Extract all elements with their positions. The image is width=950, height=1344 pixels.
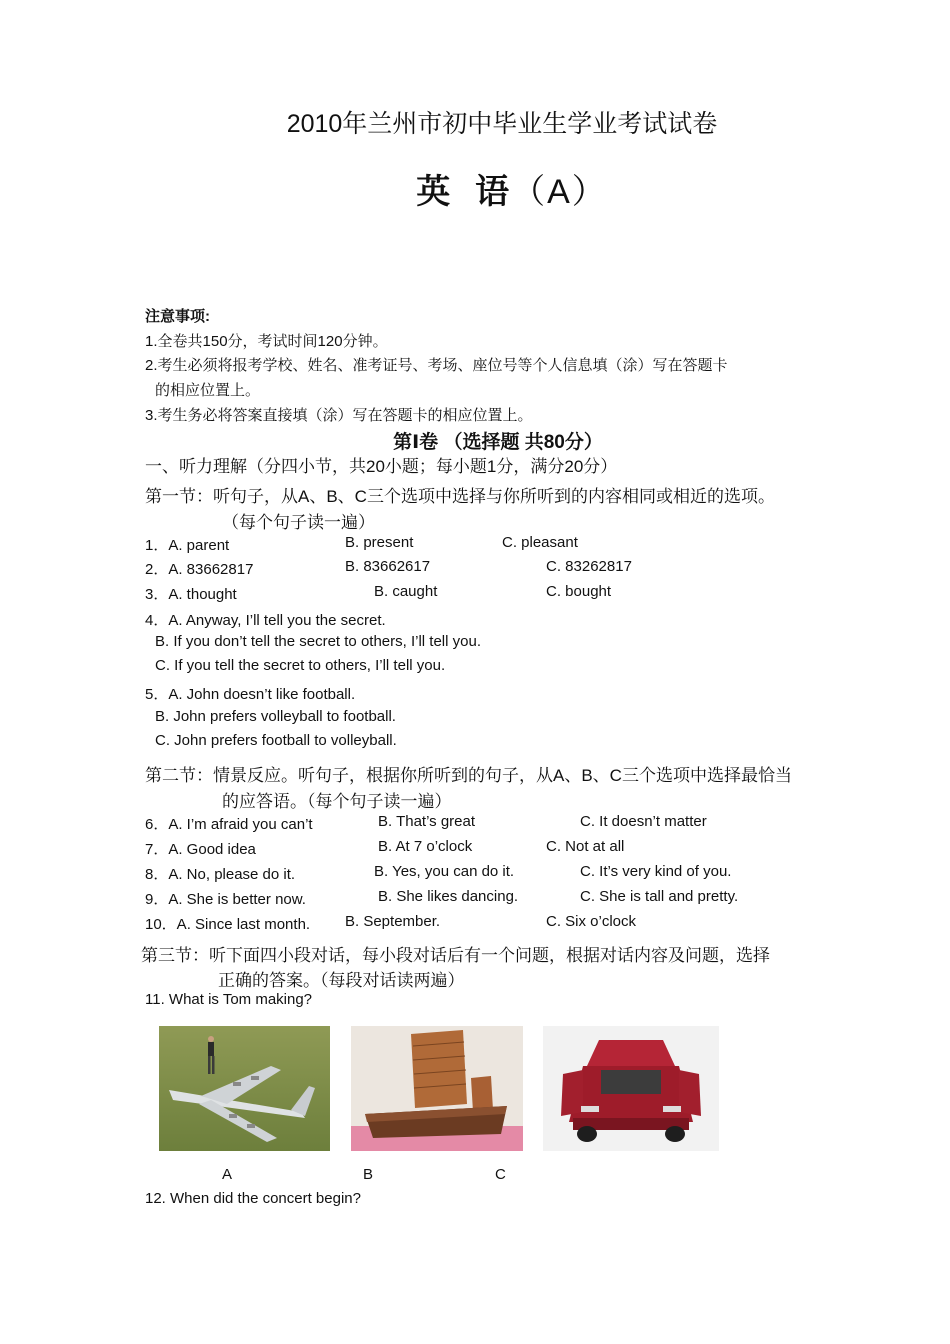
image-caption-a: A (222, 1166, 233, 1183)
sec3-instruction: 第三节：听下面四小段对话，每小段对话后有一个问题，根据对话内容及问题，选择 (141, 946, 770, 965)
q6-option-a: 6．A. I’m afraid you can’t (145, 816, 313, 833)
q6-option-c: C. It doesn’t matter (580, 813, 707, 830)
image-caption-b: B (363, 1166, 374, 1183)
listening-heading-text: 一、听力理解（分四小节，共20小题；每小题1分，满分20分） (145, 457, 618, 476)
part1-title: 第Ⅰ卷 （选择题 共80分） (393, 432, 603, 453)
q3-option-a: 3．A. thought (145, 586, 237, 603)
car-illustration (543, 1026, 719, 1151)
q2-option-b: B. 83662617 (345, 558, 431, 575)
q9-option-c: C. She is tall and pretty. (580, 888, 739, 905)
q7-option-a: 7．A. Good idea (145, 841, 256, 858)
note-item-1: 1.全卷共150分，考试时间120分钟。 (145, 333, 388, 350)
q8-option-b: B. Yes, you can do it. (374, 863, 515, 880)
q5-option-a: 5．A. John doesn’t like football. (145, 686, 356, 703)
q10-option-c: C. Six o’clock (546, 913, 637, 930)
q4-option-b: B. If you don’t tell the secret to others, I’ll tell you. (155, 633, 481, 650)
note-item-2-cont: 的相应位置上。 (155, 382, 261, 399)
airplane-image (159, 1026, 330, 1151)
q3-option-b: B. caught (374, 583, 438, 600)
q6-option-b: B. That’s great (378, 813, 476, 830)
q7-option-b: B. At 7 o’clock (378, 838, 473, 855)
image-caption-c: C (495, 1166, 506, 1183)
exam-title: 2010年兰州市初中毕业生学业考试试卷 (286, 110, 718, 138)
q3-option-c: C. bought (546, 583, 612, 600)
q12-question: 12. When did the concert begin? (145, 1190, 361, 1207)
note-item-3: 3.考生务必将答案直接填（涂）写在答题卡的相应位置上。 (145, 407, 533, 424)
q7-option-c: C. Not at all (546, 838, 625, 855)
sec3-instruction-cont: 正确的答案。（每段对话读两遍） (218, 971, 465, 990)
q2-option-c: C. 83262817 (546, 558, 632, 575)
subject-name: 英 语 (416, 173, 512, 211)
sec1-instruction-cont: （每个句子读一遍） (222, 513, 375, 532)
q10-option-b: B. September. (345, 913, 441, 930)
listening-heading (145, 452, 617, 477)
q4-option-c: C. If you tell the secret to others, I’ll tell you. (155, 657, 446, 674)
q8-option-a: 8．A. No, please do it. (145, 866, 296, 883)
subject-suffix: （A） (511, 173, 608, 211)
sec2-instruction: 第二节：情景反应。听句子，根据你所听到的句子，从A、B、C三个选项中选择最恰当 (145, 766, 792, 785)
q9-option-a: 9．A. She is better now. (145, 891, 306, 908)
sec2-instruction-cont: 的应答语。（每个句子读一遍） (222, 792, 452, 811)
q1-option-b: B. present (345, 534, 414, 551)
subject-title (0, 164, 950, 213)
airplane-illustration (159, 1026, 330, 1151)
notes-heading: 注意事项: (145, 308, 210, 325)
q5-option-c: C. John prefers football to volleyball. (155, 732, 397, 749)
sec1-instruction: 第一节：听句子，从A、B、C三个选项中选择与你所听到的内容相同或相近的选项。 (145, 487, 775, 506)
q9-option-b: B. She likes dancing. (378, 888, 519, 905)
q11-question: 11. What is Tom making? (145, 991, 313, 1008)
q2-option-a: 2．A. 83662817 (145, 561, 254, 578)
q8-option-c: C. It’s very kind of you. (580, 863, 732, 880)
q5-option-b: B. John prefers volleyball to football. (155, 708, 396, 725)
boat-illustration (351, 1026, 523, 1151)
car-image (543, 1026, 719, 1151)
q1-option-c: C. pleasant (502, 534, 578, 551)
boat-image (351, 1026, 523, 1151)
q1-option-a: 1．A. parent (145, 537, 230, 554)
note-item-2: 2.考生必须将报考学校、姓名、准考证号、考场、座位号等个人信息填（涂）写在答题卡 (145, 357, 728, 374)
q10-option-a: 10．A. Since last month. (145, 916, 311, 933)
q4-option-a: 4．A. Anyway, I’ll tell you the secret. (145, 612, 386, 629)
